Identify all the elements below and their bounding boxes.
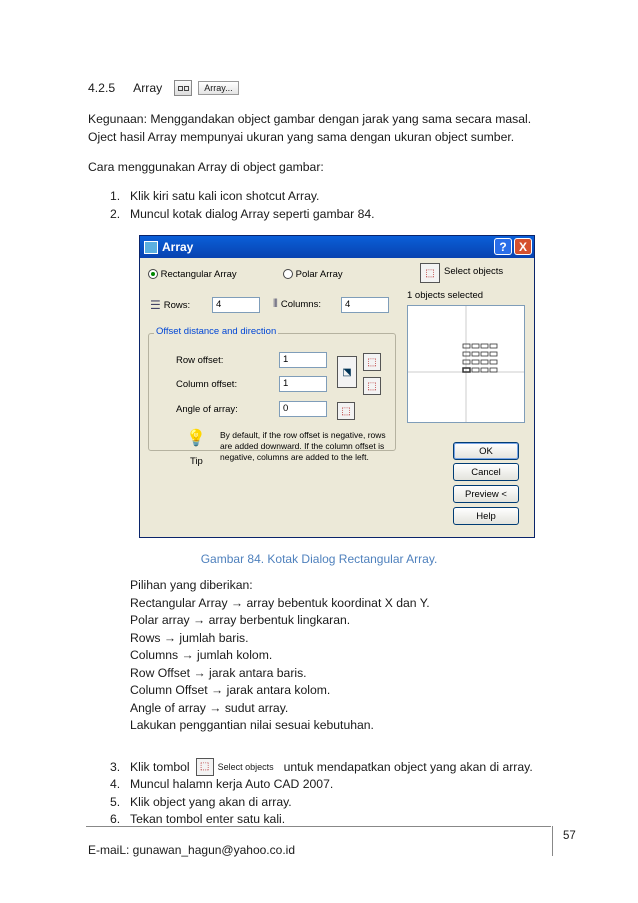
- rows-icon: ☰: [150, 298, 161, 312]
- lightbulb-icon: 💡: [186, 430, 206, 447]
- option-line: Rows → jumlah baris.: [130, 631, 249, 645]
- footer-rule: [86, 826, 551, 827]
- selection-status: 1 objects selected: [407, 290, 484, 301]
- polar-array-radio[interactable]: Polar Array: [283, 269, 343, 280]
- angle-label: Angle of array:: [176, 404, 238, 415]
- rows-row: ☰ Rows:: [150, 298, 191, 312]
- pick-column-offset-icon[interactable]: ⬚: [363, 377, 381, 395]
- columns-input[interactable]: 4: [341, 297, 389, 313]
- preview-cell: [481, 344, 488, 348]
- intro-line-1: Kegunaan: Menggandakan object gambar dengan jarak yang sama secara masal.: [88, 112, 532, 126]
- step-item: 3. Klik tombol ⬚ Select objects untuk mendapatkan object yang akan di array.: [110, 757, 533, 777]
- preview-cell: [481, 360, 488, 364]
- offset-group-label: Offset distance and direction: [156, 326, 277, 337]
- dialog-body: [140, 258, 534, 538]
- dialog-title: Array: [162, 240, 194, 254]
- pick-row-offset-icon[interactable]: ⬚: [363, 353, 381, 371]
- step-item: 5. Klik object yang akan di array.: [110, 795, 292, 809]
- help-title-button[interactable]: ?: [494, 238, 512, 255]
- preview-button[interactable]: Preview <: [453, 485, 519, 503]
- footer-separator: [552, 826, 553, 856]
- step-item: 2. Muncul kotak dialog Array seperti gambar 84.: [110, 207, 375, 221]
- option-line: Rectangular Array → array bebentuk koordinat X dan Y.: [130, 596, 430, 610]
- step-item: 6. Tekan tombol enter satu kali.: [110, 812, 286, 826]
- angle-input[interactable]: 0: [279, 401, 327, 417]
- preview-cell: [481, 368, 488, 372]
- option-line: Columns → jumlah kolom.: [130, 648, 273, 662]
- ok-button[interactable]: OK: [453, 442, 519, 460]
- footer-email: E-maiL: gunawan_hagun@yahoo.co.id: [88, 843, 295, 857]
- page-number: 57: [563, 830, 576, 842]
- radio-icon: [283, 269, 293, 279]
- step-item: 1. Klik kiri satu kali icon shotcut Array.: [110, 189, 320, 203]
- select-objects-label[interactable]: Select objects: [444, 266, 504, 277]
- preview-cell: [481, 352, 488, 356]
- rows-input[interactable]: 4: [212, 297, 260, 313]
- select-objects-inline-image: ⬚ Select objects: [196, 757, 280, 777]
- array-shortcut-icon: [174, 80, 192, 96]
- preview-cell: [490, 344, 497, 348]
- column-offset-label: Column offset:: [176, 379, 238, 390]
- option-line: Column Offset → jarak antara kolom.: [130, 683, 331, 697]
- select-objects-icon[interactable]: ⬚: [420, 263, 440, 283]
- preview-cell: [472, 360, 479, 364]
- column-offset-input[interactable]: 1: [279, 376, 327, 392]
- preview-cell: [490, 368, 497, 372]
- array-dialog: [139, 235, 535, 538]
- row-offset-input[interactable]: 1: [279, 352, 327, 368]
- close-button[interactable]: X: [514, 238, 532, 255]
- option-line: Lakukan penggantian nilai sesuai kebutuhan.: [130, 718, 374, 732]
- section-heading: [88, 80, 239, 96]
- section-number: 4.2.5: [88, 81, 116, 95]
- app-icon: [144, 241, 158, 254]
- dialog-titlebar: [140, 236, 534, 258]
- columns-row: ⦀ Columns:: [273, 298, 321, 310]
- option-line: Pilihan yang diberikan:: [130, 578, 253, 592]
- section-title: Array: [133, 81, 163, 95]
- array-toolbar-button: Array...: [198, 81, 238, 95]
- preview-cell: [472, 352, 479, 356]
- option-line: Angle of array → sudut array.: [130, 701, 289, 715]
- preview-cell: [472, 344, 479, 348]
- help-button[interactable]: Help: [453, 507, 519, 525]
- preview-grid: [408, 306, 524, 422]
- step-item: 4. Muncul halamn kerja Auto CAD 2007.: [110, 777, 334, 791]
- preview-cell: [490, 352, 497, 356]
- cancel-button[interactable]: Cancel: [453, 463, 519, 481]
- intro-line-2: Oject hasil Array mempunyai ukuran yang sama dengan ukuran object sumber.: [88, 130, 515, 144]
- pick-both-offsets-icon[interactable]: ⬔: [337, 356, 357, 388]
- option-line: Row Offset → jarak antara baris.: [130, 666, 307, 680]
- row-offset-label: Row offset:: [176, 355, 224, 366]
- array-preview: [407, 305, 525, 423]
- columns-icon: ⦀: [273, 298, 278, 310]
- pick-angle-icon[interactable]: ⬚: [337, 402, 355, 420]
- tip-label: Tip: [190, 456, 203, 467]
- how-to-heading: Cara menggunakan Array di object gambar:: [88, 160, 324, 174]
- preview-cell: [490, 360, 497, 364]
- figure-caption: Gambar 84. Kotak Dialog Rectangular Array.: [200, 552, 438, 566]
- radio-selected-icon: [148, 269, 158, 279]
- select-objects-icon: ⬚: [196, 758, 214, 776]
- option-line: Polar array → array berbentuk lingkaran.: [130, 613, 351, 627]
- tip-text: By default, if the row offset is negative, rows are added downward. If the column offset is negative, columns are added to the left.: [220, 430, 386, 462]
- preview-cell: [472, 368, 479, 372]
- rectangular-array-radio[interactable]: Rectangular Array: [148, 269, 237, 280]
